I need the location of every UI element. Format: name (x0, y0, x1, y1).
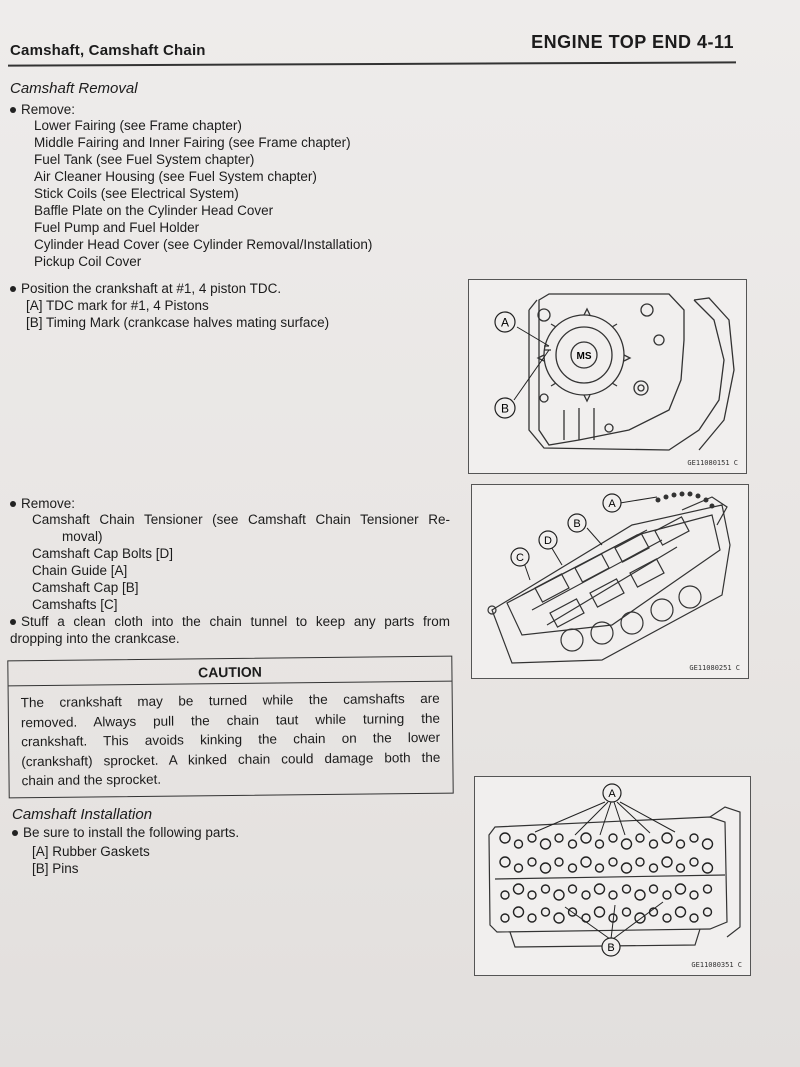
rubber-gasket-shape (581, 833, 591, 843)
callout-c-label: C (516, 552, 524, 564)
stuff-line1: Stuff a clean cloth into the chain tunnel to keep any parts from (21, 614, 450, 629)
position-bullet (10, 280, 281, 297)
head-top-diagram (475, 777, 750, 975)
rubber-gasket-shape (622, 863, 632, 873)
rubber-gasket-shape (704, 908, 712, 916)
rubber-gasket-shape (501, 891, 509, 899)
rubber-gasket-shape (541, 863, 551, 873)
remove-item: Fuel Tank (see Fuel System chapter) (34, 152, 255, 167)
caution-line: crankshaft. This avoids kinking the chain on the lower (21, 729, 441, 750)
remove-list (34, 117, 372, 270)
remove2-item: Camshafts [C] (32, 597, 118, 612)
rubber-gasket-shape (662, 857, 672, 867)
remove2-item: Camshaft Cap Bolts [D] (32, 546, 174, 561)
position-item: [B] Timing Mark (crankcase halves mating surface) (26, 315, 330, 330)
figure-tdc-mark (468, 279, 747, 474)
chapter-header: ENGINE TOP END 4-11 (531, 32, 734, 52)
rubber-gasket-shape (623, 908, 631, 916)
figure-code: GE11080151 C (687, 459, 738, 467)
remove2-bullet (10, 495, 75, 512)
callout-d-label: D (544, 535, 552, 547)
rubber-gasket-shape (676, 884, 686, 894)
rubber-gasket-shape (554, 890, 564, 900)
remove-item: Fuel Pump and Fuel Holder (34, 220, 200, 235)
rubber-gasket-shape (623, 885, 631, 893)
remove-item: Cylinder Head Cover (see Cylinder Removal/Installation) (34, 237, 373, 252)
rubber-gasket-shape (542, 908, 550, 916)
rubber-gasket-shape (609, 834, 617, 842)
rubber-gasket-shape (690, 858, 698, 866)
install-item: [B] Pins (32, 861, 79, 876)
removal-title: Camshaft Removal (10, 80, 138, 97)
rubber-gasket-shape (690, 914, 698, 922)
rubber-gasket-shape (501, 914, 509, 922)
rubber-gasket-shape (622, 839, 632, 849)
rubber-gasket-shape (528, 834, 536, 842)
rubber-gasket-shape (595, 907, 605, 917)
callout-a-label: A (608, 498, 616, 510)
install-text: Be sure to install the following parts. (23, 825, 240, 840)
rubber-gasket-shape (663, 891, 671, 899)
position-text: Position the crankshaft at #1, 4 piston TDC. (21, 281, 282, 296)
rubber-gasket-shape (582, 891, 590, 899)
rubber-gasket-shape (650, 864, 658, 872)
rubber-gasket-shape (569, 885, 577, 893)
header-rule (8, 61, 736, 66)
remove-label: Remove: (21, 102, 76, 117)
remove2-item: Camshaft Cap [B] (32, 580, 139, 595)
rubber-gasket-shape (542, 885, 550, 893)
bullet-dot (12, 830, 18, 836)
install-item: [A] Rubber Gaskets (32, 844, 150, 859)
rubber-gasket-shape (650, 840, 658, 848)
rubber-gasket-shape (555, 858, 563, 866)
rubber-gasket-shape (500, 833, 510, 843)
remove-item: Lower Fairing (see Frame chapter) (34, 118, 242, 133)
remove-item: Pickup Coil Cover (34, 254, 142, 269)
callout-a-label: A (608, 788, 616, 800)
caution-heading: CAUTION (8, 657, 451, 687)
section-header: Camshaft, Camshaft Chain (10, 42, 206, 59)
stuff-bullet (10, 613, 450, 647)
rubber-gasket-shape (609, 891, 617, 899)
figure-camshaft-caps (471, 484, 749, 679)
rubber-gasket-shape (514, 884, 524, 894)
rubber-gasket-shape (554, 913, 564, 923)
rubber-gasket-shape (636, 858, 644, 866)
rubber-gasket-shape (690, 891, 698, 899)
sprocket-mark: MS (576, 351, 592, 362)
bullet-dot (10, 501, 16, 507)
rubber-gasket-shape (595, 884, 605, 894)
figure-gaskets-pins (474, 776, 751, 976)
rubber-gasket-shape (635, 890, 645, 900)
remove-bullet (10, 101, 75, 118)
rubber-gasket-shape (515, 864, 523, 872)
rubber-gasket-shape (663, 914, 671, 922)
rubber-gasket-shape (636, 834, 644, 842)
rubber-gasket-shape (677, 864, 685, 872)
rubber-gasket-shape (514, 907, 524, 917)
callout-b-label: B (573, 518, 581, 530)
figure-code: GE11080351 C (691, 961, 742, 969)
callout-b-label: B (607, 942, 615, 954)
caution-box (7, 656, 453, 798)
rubber-gasket-shape (662, 833, 672, 843)
bullet-dot (10, 619, 16, 625)
crankcase-diagram (469, 280, 746, 473)
bullet-dot (10, 107, 16, 113)
rubber-gasket-shape (703, 839, 713, 849)
rubber-gasket-shape (677, 840, 685, 848)
remove-item: Baffle Plate on the Cylinder Head Cover (34, 203, 274, 218)
rubber-gasket-shape (581, 857, 591, 867)
remove-item: Air Cleaner Housing (see Fuel System chapter) (34, 169, 317, 184)
rubber-gasket-shape (703, 863, 713, 873)
caution-line: (crankshaft) sprocket. A kinked chain could damage both the (21, 749, 441, 769)
caution-line: removed. Always pull the chain taut while turning the (20, 710, 440, 730)
caution-line: chain and the sprocket. (21, 771, 162, 789)
position-item: [A] TDC mark for #1, 4 Pistons (26, 298, 209, 313)
rubber-gasket-shape (569, 864, 577, 872)
remove-item: Middle Fairing and Inner Fairing (see Frame chapter) (34, 135, 351, 150)
rubber-gasket-shape (541, 839, 551, 849)
rubber-gasket-shape (500, 857, 510, 867)
callout-a-label: A (500, 315, 510, 330)
rubber-gasket-shape (569, 840, 577, 848)
rubber-gasket-shape (596, 864, 604, 872)
rubber-gasket-shape (704, 885, 712, 893)
remove2-item: Camshaft Chain Tensioner (see Camshaft Chain Tensioner Re- (32, 512, 450, 527)
rubber-gasket-shape (528, 858, 536, 866)
remove2-list (32, 511, 450, 613)
position-list (26, 297, 329, 331)
figure-code: GE11080251 C (689, 664, 740, 672)
rubber-gasket-shape (596, 840, 604, 848)
rubber-gasket-shape (555, 834, 563, 842)
rubber-gasket-shape (690, 834, 698, 842)
caution-body (9, 682, 453, 797)
rubber-gasket-shape (676, 907, 686, 917)
stuff-line2: dropping into the crankcase. (10, 631, 180, 646)
rubber-gasket-shape (582, 914, 590, 922)
install-list (32, 843, 150, 877)
cylinder-head-diagram (472, 485, 748, 678)
remove2-item: Chain Guide [A] (32, 563, 128, 578)
remove2-item: moval) (62, 529, 103, 544)
rubber-gasket-shape (650, 885, 658, 893)
rubber-gasket-shape (609, 858, 617, 866)
rubber-gasket-shape (528, 914, 536, 922)
rubber-gasket-shape (528, 891, 536, 899)
rubber-gasket-shape (515, 840, 523, 848)
remove2-label: Remove: (21, 496, 76, 511)
callout-b-label: B (500, 401, 510, 416)
install-bullet (12, 824, 239, 841)
remove-item: Stick Coils (see Electrical System) (34, 186, 239, 201)
installation-title: Camshaft Installation (12, 806, 153, 823)
caution-line: The crankshaft may be turned while the camshafts are (20, 690, 440, 711)
bullet-dot (10, 286, 16, 292)
